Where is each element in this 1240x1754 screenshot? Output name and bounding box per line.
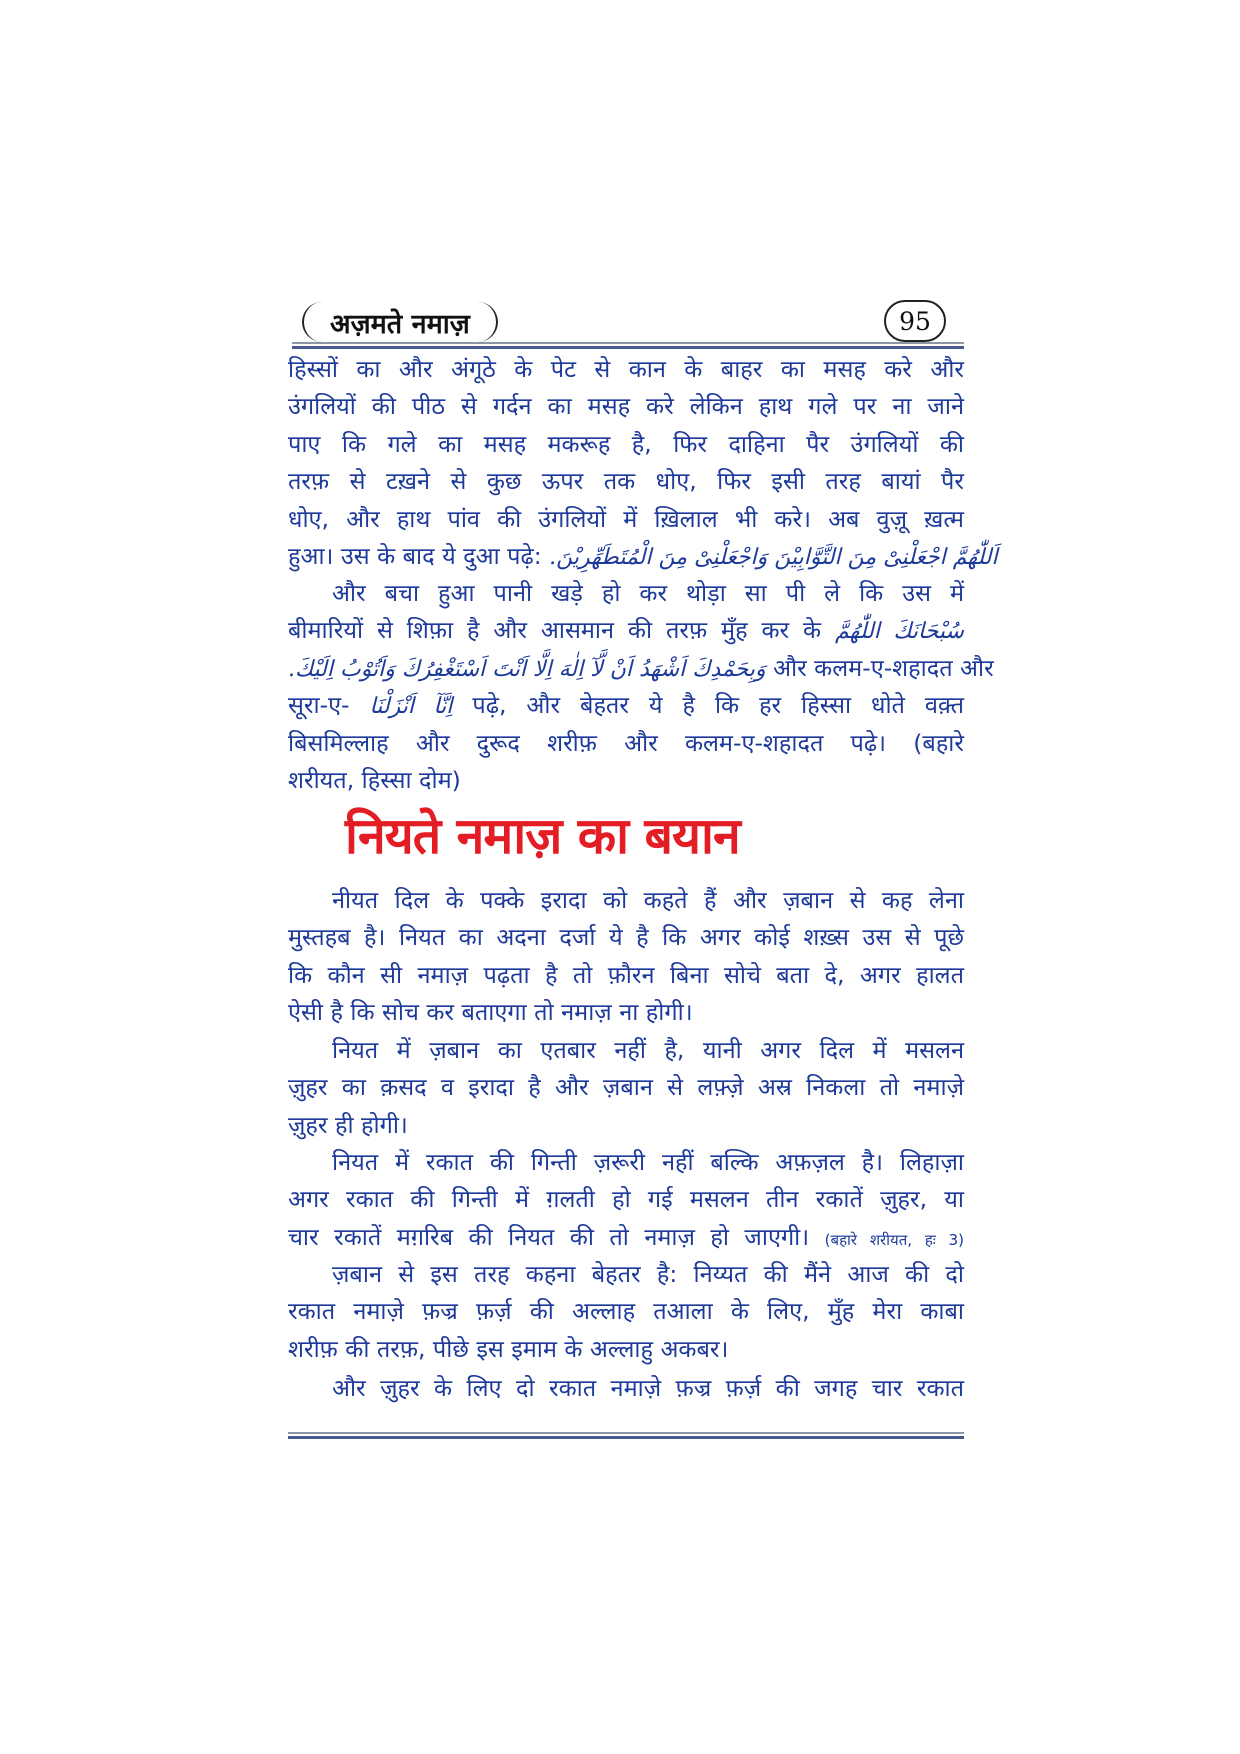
arabic-phrase: وَبِحَمْدِكَ اَشْھَدُ اَنْ لَّآ اِلٰهَ اِلَّا اَنْتَ اَسْتَغْفِرُكَ وَاَتُوْبُ اِلَيْكَ. (288, 656, 766, 682)
paragraph-rakat-count (288, 1144, 964, 1256)
text-line: रकात नमाज़े फ़ज्र फ़र्ज़ की अल्लाह तआला के लिए, मुँह मेरा काबा (288, 1297, 964, 1326)
text-segment: और कलम-ए-शहादत और (773, 653, 994, 682)
arabic-phrase: سُبْحَانَكَ اللّٰھُمَّ (835, 619, 964, 645)
paragraph-niyat-wording (288, 1256, 964, 1368)
paragraph-water-dua (288, 575, 994, 799)
text-line-with-arabic (288, 612, 964, 649)
text-line: अगर रकात की गिन्ती में ग़लती हो गई मसलन तीन रकातें ज़ुहर, या (288, 1185, 964, 1214)
text-line: नियत में ज़बान का एतबार नहीं है, यानी अगर दिल में मसलन (332, 1036, 964, 1064)
text-line: नियत में रकात की गिन्ती ज़रूरी नहीं बल्कि अफ़ज़ल है। लिहाज़ा (332, 1148, 964, 1176)
text-line: हिस्सों का और अंगूठे के पेट से कान के बाहर का मसह करे और (288, 355, 964, 383)
page-number: 95 (884, 300, 946, 342)
header-rule-thick (292, 346, 964, 349)
text-line: पाए कि गले का मसह मकरूह है, फिर दाहिना पैर उंगलियों की (288, 429, 964, 458)
text-line: उंगलियों की पीठ से गर्दन का मसह करे लेकिन हाथ गले पर ना जाने (288, 392, 964, 421)
text-line: तरफ़ से टख़ने से कुछ ऊपर तक धोए, फिर इसी तरह बायां पैर (288, 467, 964, 496)
text-line-with-reference (288, 1219, 964, 1256)
page-header (292, 300, 964, 348)
arabic-surah-name: اِنَّآ اَنْزَلْنَا (369, 694, 453, 720)
text-line: और बचा हुआ पानी खड़े हो कर थोड़ा सा पी ले कि उस में (332, 579, 964, 607)
text-line: बिसमिल्लाह और दुरूद शरीफ़ और कलम-ए-शहादत पढ़े। (बहारे (288, 728, 964, 757)
text-line: मुस्तहब है। नियत का अदना दर्जा ये है कि अगर कोई शख़्स उस से पूछे (288, 923, 964, 952)
text-line: शरीफ़ की तरफ़, पीछे इस इमाम के अल्लाहु अकबर। (288, 1334, 729, 1363)
arabic-dua: اَللّٰھُمَّ اجْعَلْنِیْ مِنَ التَّوَّابِیْنَ وَاجْعَلْنِیْ مِنَ الْمُتَطَھِّرِیْنَ. (549, 544, 998, 570)
footer-rule-thick (288, 1436, 964, 1439)
text-line: नीयत दिल के पक्के इरादा को कहते हैं और ज़बान से कह लेना (332, 886, 964, 914)
text-segment: सूरा-ए- (288, 691, 350, 720)
section-heading: नियते नमाज़ का बयान (345, 807, 740, 865)
text-segment: बीमारियों से शिफ़ा है और आसमान की तरफ़ मुँह कर के (288, 616, 822, 645)
paragraph-niyat-tongue (288, 1032, 964, 1144)
text-line-with-arabic (288, 538, 998, 575)
book-title: अज़मते नमाज़ (302, 302, 498, 342)
footer-rule-thin (288, 1432, 964, 1434)
text-line: ऐसी है कि सोच कर बताएगा तो नमाज़ ना होगी। (288, 998, 693, 1027)
text-line: कि कौन सी नमाज़ पढ़ता है तो फ़ौरन बिना सोचे बता दे, अगर हालत (288, 960, 964, 989)
text-line: धोए, और हाथ पांव की उंगलियों में ख़िलाल भी करे। अब वुज़ू ख़त्म (288, 504, 964, 533)
text-line-with-arabic (288, 687, 964, 724)
paragraph-niyat-definition (288, 882, 964, 1032)
text-segment: पढ़े, और बेहतर ये है कि हर हिस्सा धोते वक़्त (472, 691, 964, 720)
text-line: ज़ुहर का क़सद व इरादा है और ज़बान से लफ़्ज़े अस्र निकला तो नमाज़े (288, 1073, 964, 1102)
header-rule-thin (292, 342, 964, 344)
reference-citation: (बहारे शरीयत, हः 3) (824, 1230, 964, 1249)
text-line-with-arabic (288, 650, 994, 687)
text-segment: चार रकातें मग़रिब की नियत की तो नमाज़ हो जाएगी। (288, 1222, 810, 1251)
text-segment: हुआ। उस के बाद ये दुआ पढ़े: (288, 541, 542, 570)
text-line: ज़बान से इस तरह कहना बेहतर है: निय्यत की मैंने आज की दो (332, 1260, 964, 1288)
paragraph-wudu-end (288, 351, 998, 575)
paragraph-zuhr (288, 1370, 964, 1407)
text-line: ज़ुहर ही होगी। (288, 1110, 408, 1139)
text-line: और ज़ुहर के लिए दो रकात नमाज़े फ़ज्र फ़र्ज़ की जगह चार रकात (332, 1374, 964, 1402)
text-line: शरीयत, हिस्सा दोम) (288, 765, 461, 794)
